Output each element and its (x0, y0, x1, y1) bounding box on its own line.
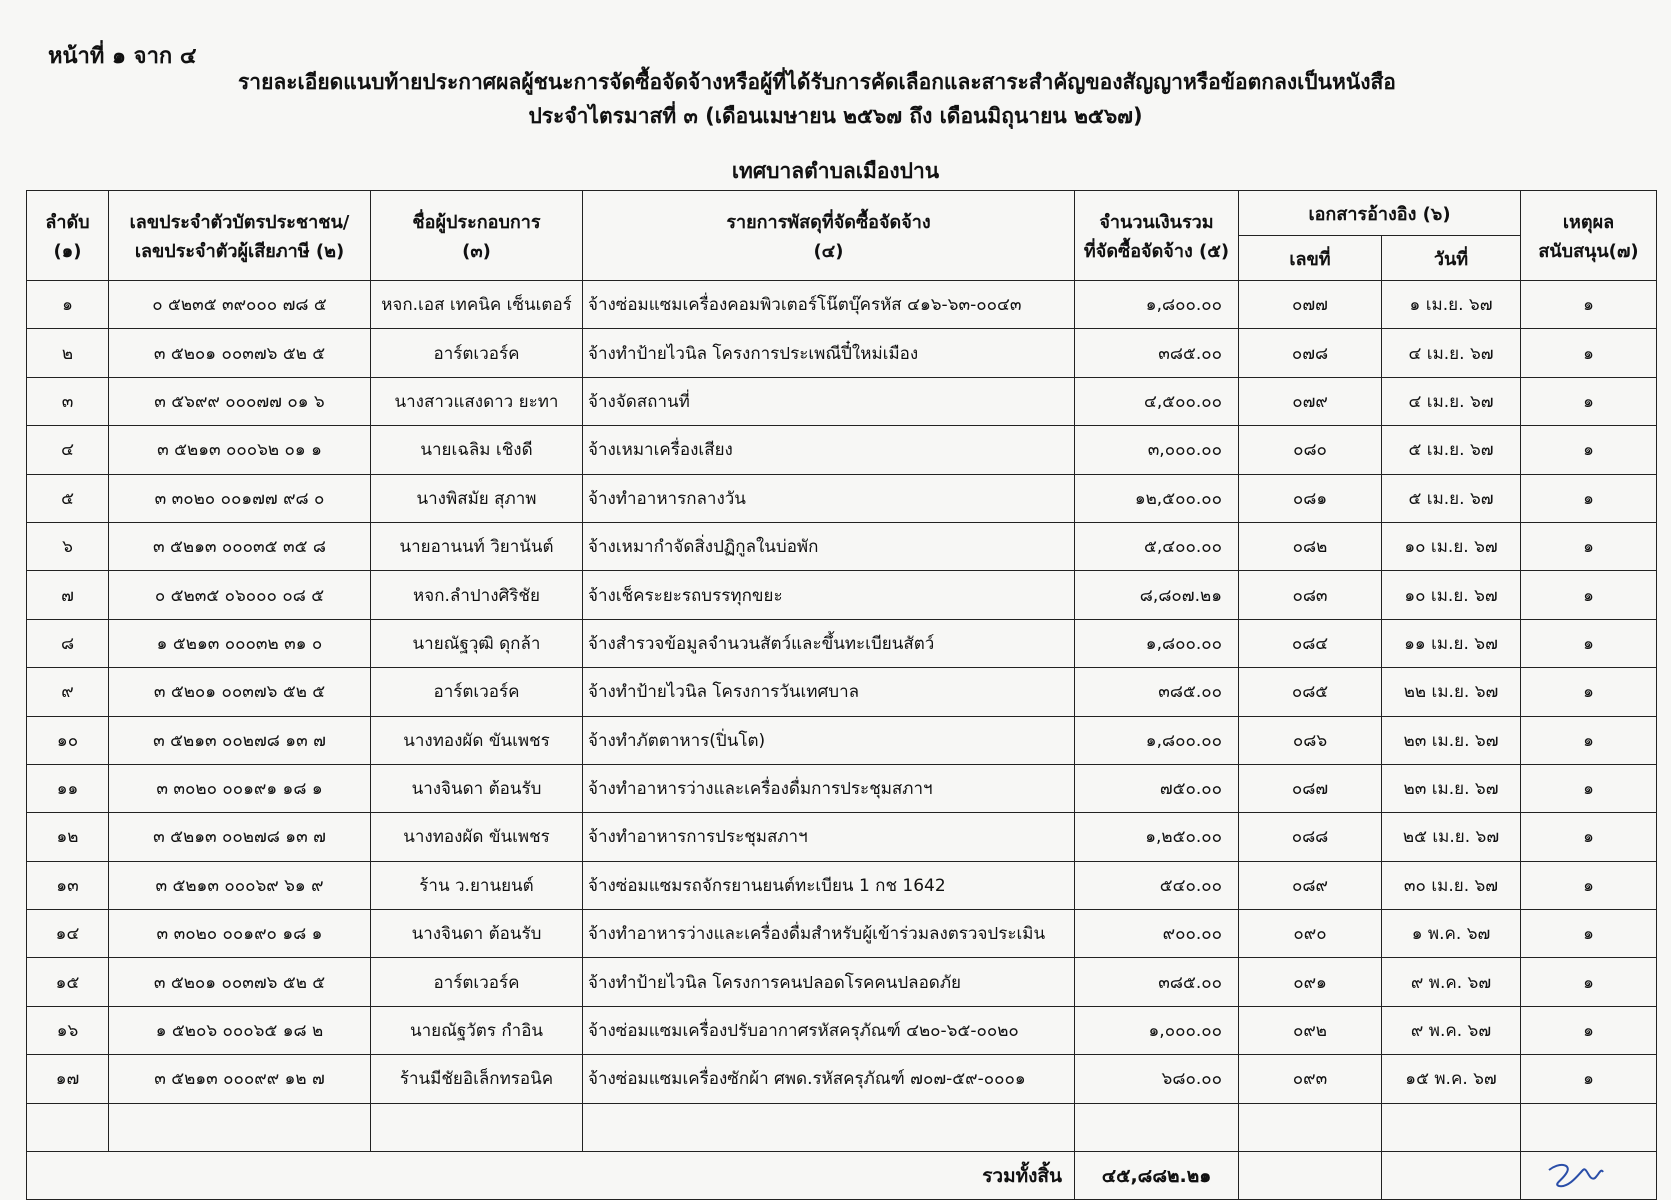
cell-item: จ้างทำป้ายไวนิล โครงการคนปลอดโรคคนปลอดภัย (583, 958, 1075, 1006)
total-value: ๔๕,๘๘๒.๒๑ (1075, 1152, 1239, 1200)
cell-amount: ๓๘๕.๐๐ (1075, 958, 1239, 1006)
table-row (27, 958, 1657, 1006)
cell-id: ๐ ๕๒๓๕ ๐๖๐๐๐ ๐๘ ๕ (109, 571, 371, 619)
col-header-ref: เอกสารอ้างอิง (๖) (1239, 191, 1521, 236)
cell-reason: ๑ (1521, 764, 1657, 812)
cell-vendor: นายอานนท์ วิยานันต์ (371, 522, 583, 570)
cell-id: ๓ ๕๒๑๓ ๐๐๒๗๘ ๑๓ ๗ (109, 716, 371, 764)
col-header-amount-label2: ที่จัดซื้อจัดจ้าง (๕) (1083, 240, 1230, 262)
table-row (27, 281, 1657, 329)
col-header-id-label2: เลขประจำตัวผู้เสียภาษี (๒) (134, 240, 345, 262)
cell-amount: ๑,๘๐๐.๐๐ (1075, 281, 1239, 329)
empty-cell (27, 1103, 109, 1151)
cell-ref-date: ๕ เม.ย. ๖๗ (1382, 426, 1521, 474)
cell-ref-date: ๙ พ.ค. ๖๗ (1382, 1006, 1521, 1054)
empty-cell (1075, 1103, 1239, 1151)
table-row (27, 764, 1657, 812)
cell-item: จ้างเหมากำจัดสิ่งปฏิกูลในบ่อพัก (583, 522, 1075, 570)
col-header-no-label: ลำดับ (45, 211, 90, 233)
empty-cell (1382, 1103, 1521, 1151)
col-header-vendor-num: (๓) (462, 240, 491, 262)
cell-item: จ้างทำอาหารว่างและเครื่องดื่มการประชุมสภาฯ (583, 764, 1075, 812)
cell-vendor: นายณัฐวุฒิ ดุกล้า (371, 619, 583, 667)
empty-cell (1382, 1152, 1521, 1200)
cell-ref-no: ๐๙๓ (1239, 1055, 1382, 1103)
cell-amount: ๓๘๕.๐๐ (1075, 668, 1239, 716)
cell-vendor: หจก.เอส เทคนิค เซ็นเตอร์ (371, 281, 583, 329)
cell-amount: ๙๐๐.๐๐ (1075, 910, 1239, 958)
col-header-amount (1075, 191, 1239, 281)
table-row (27, 1006, 1657, 1054)
cell-item: จ้างเหมาเครื่องเสียง (583, 426, 1075, 474)
cell-ref-no: ๐๙๑ (1239, 958, 1382, 1006)
cell-reason: ๑ (1521, 958, 1657, 1006)
col-header-vendor-label: ชื่อผู้ประกอบการ (412, 211, 541, 233)
cell-vendor: นางจินดา ต้อนรับ (371, 910, 583, 958)
cell-item: จ้างทำอาหารการประชุมสภาฯ (583, 813, 1075, 861)
cell-ref-date: ๙ พ.ค. ๖๗ (1382, 958, 1521, 1006)
cell-vendor: นางพิสมัย สุภาพ (371, 474, 583, 522)
cell-ref-date: ๒๓ เม.ย. ๖๗ (1382, 764, 1521, 812)
cell-amount: ๕,๔๐๐.๐๐ (1075, 522, 1239, 570)
empty-cell (583, 1103, 1075, 1151)
cell-no: ๘ (27, 619, 109, 667)
cell-ref-no: ๐๗๘ (1239, 329, 1382, 377)
cell-item: จ้างซ่อมแซมเครื่องคอมพิวเตอร์โน๊ตบุ๊ครหัส ๔๑๖-๖๓-๐๐๔๓ (583, 281, 1075, 329)
cell-no: ๑ (27, 281, 109, 329)
cell-ref-date: ๓๐ เม.ย. ๖๗ (1382, 861, 1521, 909)
cell-ref-no: ๐๗๙ (1239, 377, 1382, 425)
cell-item: จ้างซ่อมแซมรถจักรยานยนต์ทะเบียน 1 กช 1642 (583, 861, 1075, 909)
col-header-reason-label2: สนับสนุน(๗) (1538, 240, 1639, 262)
cell-amount: ๓๘๕.๐๐ (1075, 329, 1239, 377)
cell-no: ๑๕ (27, 958, 109, 1006)
table-row (27, 329, 1657, 377)
cell-amount: ๑,๘๐๐.๐๐ (1075, 716, 1239, 764)
cell-id: ๓ ๕๒๐๑ ๐๐๓๗๖ ๕๒ ๕ (109, 329, 371, 377)
cell-id: ๑ ๕๒๐๖ ๐๐๐๖๕ ๑๘ ๒ (109, 1006, 371, 1054)
table-row (27, 861, 1657, 909)
cell-no: ๗ (27, 571, 109, 619)
cell-ref-no: ๐๘๑ (1239, 474, 1382, 522)
cell-ref-date: ๑๐ เม.ย. ๖๗ (1382, 522, 1521, 570)
cell-ref-no: ๐๘๗ (1239, 764, 1382, 812)
table-row (27, 813, 1657, 861)
table-row (27, 668, 1657, 716)
cell-item: จ้างสำรวจข้อมูลจำนวนสัตว์และขึ้นทะเบียนสัตว์ (583, 619, 1075, 667)
table-row (27, 522, 1657, 570)
signature-cell (1521, 1152, 1657, 1200)
cell-id: ๓ ๕๒๑๓ ๐๐๐๙๙ ๑๒ ๗ (109, 1055, 371, 1103)
cell-no: ๖ (27, 522, 109, 570)
cell-vendor: อาร์ตเวอร์ค (371, 329, 583, 377)
cell-reason: ๑ (1521, 1006, 1657, 1054)
total-label: รวมทั้งสิ้น (27, 1152, 1075, 1200)
empty-cell (1239, 1103, 1382, 1151)
cell-ref-date: ๒๓ เม.ย. ๖๗ (1382, 716, 1521, 764)
cell-ref-no: ๐๘๖ (1239, 716, 1382, 764)
cell-ref-no: ๐๙๒ (1239, 1006, 1382, 1054)
cell-ref-date: ๑๕ พ.ค. ๖๗ (1382, 1055, 1521, 1103)
cell-amount: ๘,๘๐๗.๒๑ (1075, 571, 1239, 619)
cell-ref-date: ๑๐ เม.ย. ๖๗ (1382, 571, 1521, 619)
signature-mark (1545, 1160, 1605, 1190)
cell-vendor: อาร์ตเวอร์ค (371, 958, 583, 1006)
cell-id: ๓ ๕๒๑๓ ๐๐๒๗๘ ๑๓ ๗ (109, 813, 371, 861)
cell-ref-date: ๒๕ เม.ย. ๖๗ (1382, 813, 1521, 861)
table-row (27, 716, 1657, 764)
cell-ref-date: ๕ เม.ย. ๖๗ (1382, 474, 1521, 522)
col-header-id (109, 191, 371, 281)
cell-amount: ๗๕๐.๐๐ (1075, 764, 1239, 812)
cell-id: ๓ ๕๒๑๓ ๐๐๐๖๙ ๖๑ ๙ (109, 861, 371, 909)
cell-no: ๑๒ (27, 813, 109, 861)
cell-ref-no: ๐๗๗ (1239, 281, 1382, 329)
cell-item: จ้างซ่อมแซมเครื่องซักผ้า ศพด.รหัสครุภัณฑ์ ๗๐๗-๕๙-๐๐๐๑ (583, 1055, 1075, 1103)
cell-item: จ้างทำอาหารกลางวัน (583, 474, 1075, 522)
cell-ref-date: ๑๑ เม.ย. ๖๗ (1382, 619, 1521, 667)
empty-cell (371, 1103, 583, 1151)
cell-ref-no: ๐๘๘ (1239, 813, 1382, 861)
cell-ref-no: ๐๘๔ (1239, 619, 1382, 667)
cell-no: ๔ (27, 426, 109, 474)
cell-no: ๙ (27, 668, 109, 716)
cell-no: ๑๑ (27, 764, 109, 812)
cell-ref-no: ๐๙๐ (1239, 910, 1382, 958)
cell-no: ๕ (27, 474, 109, 522)
cell-item: จ้างทำป้ายไวนิล โครงการประเพณีปี๋ใหม่เมือง (583, 329, 1075, 377)
cell-reason: ๑ (1521, 281, 1657, 329)
cell-vendor: นางทองผัด ขันเพชร (371, 716, 583, 764)
cell-ref-no: ๐๘๐ (1239, 426, 1382, 474)
empty-cell (1521, 1103, 1657, 1151)
total-row (27, 1152, 1657, 1200)
agency-name: เทศบาลตำบลเมืองปาน (731, 159, 940, 183)
cell-reason: ๑ (1521, 329, 1657, 377)
header-row-1 (27, 191, 1657, 236)
cell-reason: ๑ (1521, 474, 1657, 522)
table-row (27, 619, 1657, 667)
cell-vendor: อาร์ตเวอร์ค (371, 668, 583, 716)
cell-ref-date: ๒๒ เม.ย. ๖๗ (1382, 668, 1521, 716)
cell-id: ๓ ๕๒๐๑ ๐๐๓๗๖ ๕๒ ๕ (109, 668, 371, 716)
cell-item: จ้างเช็คระยะรถบรรทุกขยะ (583, 571, 1075, 619)
cell-vendor: หจก.ลำปางศิริชัย (371, 571, 583, 619)
cell-no: ๑๓ (27, 861, 109, 909)
cell-vendor: นางทองผัด ขันเพชร (371, 813, 583, 861)
cell-amount: ๖๘๐.๐๐ (1075, 1055, 1239, 1103)
cell-reason: ๑ (1521, 426, 1657, 474)
cell-reason: ๑ (1521, 522, 1657, 570)
empty-cell (1239, 1152, 1382, 1200)
col-header-no-num: (๑) (53, 240, 82, 262)
cell-id: ๓ ๕๒๑๓ ๐๐๐๓๕ ๓๕ ๘ (109, 522, 371, 570)
cell-reason: ๑ (1521, 813, 1657, 861)
cell-reason: ๑ (1521, 571, 1657, 619)
cell-item: จ้างจัดสถานที่ (583, 377, 1075, 425)
document-title-line1: รายละเอียดแนบท้ายประกาศผลผู้ชนะการจัดซื้อจัดจ้างหรือผู้ที่ได้รับการคัดเลือกและสาระสำคัญของสัญญาหรือข้อตกลงเป็นหนังสือ (238, 70, 1396, 94)
page-info: หน้าที่ ๑ จาก ๔ (48, 44, 197, 69)
table-row (27, 377, 1657, 425)
cell-reason: ๑ (1521, 861, 1657, 909)
cell-ref-no: ๐๘๓ (1239, 571, 1382, 619)
table-row (27, 910, 1657, 958)
empty-cell (109, 1103, 371, 1151)
cell-id: ๓ ๕๖๙๙ ๐๐๐๗๗ ๐๑ ๖ (109, 377, 371, 425)
cell-ref-date: ๑ เม.ย. ๖๗ (1382, 281, 1521, 329)
cell-ref-no: ๐๘๕ (1239, 668, 1382, 716)
cell-ref-date: ๔ เม.ย. ๖๗ (1382, 377, 1521, 425)
table-row (27, 1055, 1657, 1103)
col-header-ref-no: เลขที่ (1239, 236, 1382, 281)
cell-vendor: นายเฉลิม เชิงดี (371, 426, 583, 474)
cell-id: ๓ ๕๒๑๓ ๐๐๐๖๒ ๐๑ ๑ (109, 426, 371, 474)
col-header-no (27, 191, 109, 281)
cell-amount: ๑,๒๕๐.๐๐ (1075, 813, 1239, 861)
cell-ref-no: ๐๘๙ (1239, 861, 1382, 909)
cell-vendor: ร้าน ว.ยานยนต์ (371, 861, 583, 909)
col-header-amount-label1: จำนวนเงินรวม (1099, 211, 1214, 233)
cell-vendor: นางจินดา ต้อนรับ (371, 764, 583, 812)
table-row (27, 571, 1657, 619)
cell-amount: ๑๒,๕๐๐.๐๐ (1075, 474, 1239, 522)
cell-no: ๓ (27, 377, 109, 425)
cell-id: ๓ ๓๐๒๐ ๐๐๑๗๗ ๙๘ ๐ (109, 474, 371, 522)
cell-reason: ๑ (1521, 377, 1657, 425)
cell-item: จ้างทำป้ายไวนิล โครงการวันเทศบาล (583, 668, 1075, 716)
cell-reason: ๑ (1521, 619, 1657, 667)
cell-id: ๓ ๓๐๒๐ ๐๐๑๙๑ ๑๘ ๑ (109, 764, 371, 812)
cell-vendor: ร้านมีชัยอิเล็กทรอนิค (371, 1055, 583, 1103)
cell-item: จ้างทำอาหารว่างและเครื่องดื่มสำหรับผู้เข้าร่วมลงตรวจประเมิน (583, 910, 1075, 958)
cell-amount: ๕๔๐.๐๐ (1075, 861, 1239, 909)
cell-id: ๐ ๕๒๓๕ ๓๙๐๐๐ ๗๘ ๕ (109, 281, 371, 329)
col-header-reason (1521, 191, 1657, 281)
col-header-ref-date: วันที่ (1382, 236, 1521, 281)
cell-ref-date: ๔ เม.ย. ๖๗ (1382, 329, 1521, 377)
cell-vendor: นางสาวแสงดาว ยะทา (371, 377, 583, 425)
cell-amount: ๑,๐๐๐.๐๐ (1075, 1006, 1239, 1054)
cell-no: ๑๗ (27, 1055, 109, 1103)
cell-amount: ๓,๐๐๐.๐๐ (1075, 426, 1239, 474)
cell-item: จ้างทำภัตตาหาร(ปิ่นโต) (583, 716, 1075, 764)
table-row (27, 474, 1657, 522)
cell-no: ๑๔ (27, 910, 109, 958)
procurement-table (26, 190, 1657, 1200)
cell-reason: ๑ (1521, 1055, 1657, 1103)
cell-id: ๑ ๕๒๑๓ ๐๐๐๓๒ ๓๑ ๐ (109, 619, 371, 667)
col-header-item (583, 191, 1075, 281)
cell-ref-no: ๐๘๒ (1239, 522, 1382, 570)
col-header-item-label: รายการพัสดุที่จัดซื้อจัดจ้าง (726, 211, 931, 233)
cell-reason: ๑ (1521, 910, 1657, 958)
cell-no: ๑๐ (27, 716, 109, 764)
cell-amount: ๑,๘๐๐.๐๐ (1075, 619, 1239, 667)
cell-ref-date: ๑ พ.ค. ๖๗ (1382, 910, 1521, 958)
cell-item: จ้างซ่อมแซมเครื่องปรับอากาศรหัสครุภัณฑ์ ๔๒๐-๖๕-๐๐๒๐ (583, 1006, 1075, 1054)
cell-reason: ๑ (1521, 668, 1657, 716)
cell-id: ๓ ๕๒๐๑ ๐๐๓๗๖ ๕๒ ๕ (109, 958, 371, 1006)
cell-reason: ๑ (1521, 716, 1657, 764)
col-header-reason-label1: เหตุผล (1562, 211, 1615, 233)
cell-no: ๑๖ (27, 1006, 109, 1054)
cell-no: ๒ (27, 329, 109, 377)
cell-vendor: นายณัฐวัตร กำอิน (371, 1006, 583, 1054)
cell-amount: ๔,๕๐๐.๐๐ (1075, 377, 1239, 425)
table-row (27, 426, 1657, 474)
document-title-line2: ประจำไตรมาสที่ ๓ (เดือนเมษายน ๒๕๖๗ ถึง เดือนมิถุนายน ๒๕๖๗) (528, 104, 1143, 128)
col-header-vendor (371, 191, 583, 281)
cell-id: ๓ ๓๐๒๐ ๐๐๑๙๐ ๑๘ ๑ (109, 910, 371, 958)
col-header-id-label1: เลขประจำตัวบัตรประชาชน/ (129, 211, 350, 233)
col-header-item-num: (๔) (813, 240, 844, 262)
empty-row (27, 1103, 1657, 1151)
